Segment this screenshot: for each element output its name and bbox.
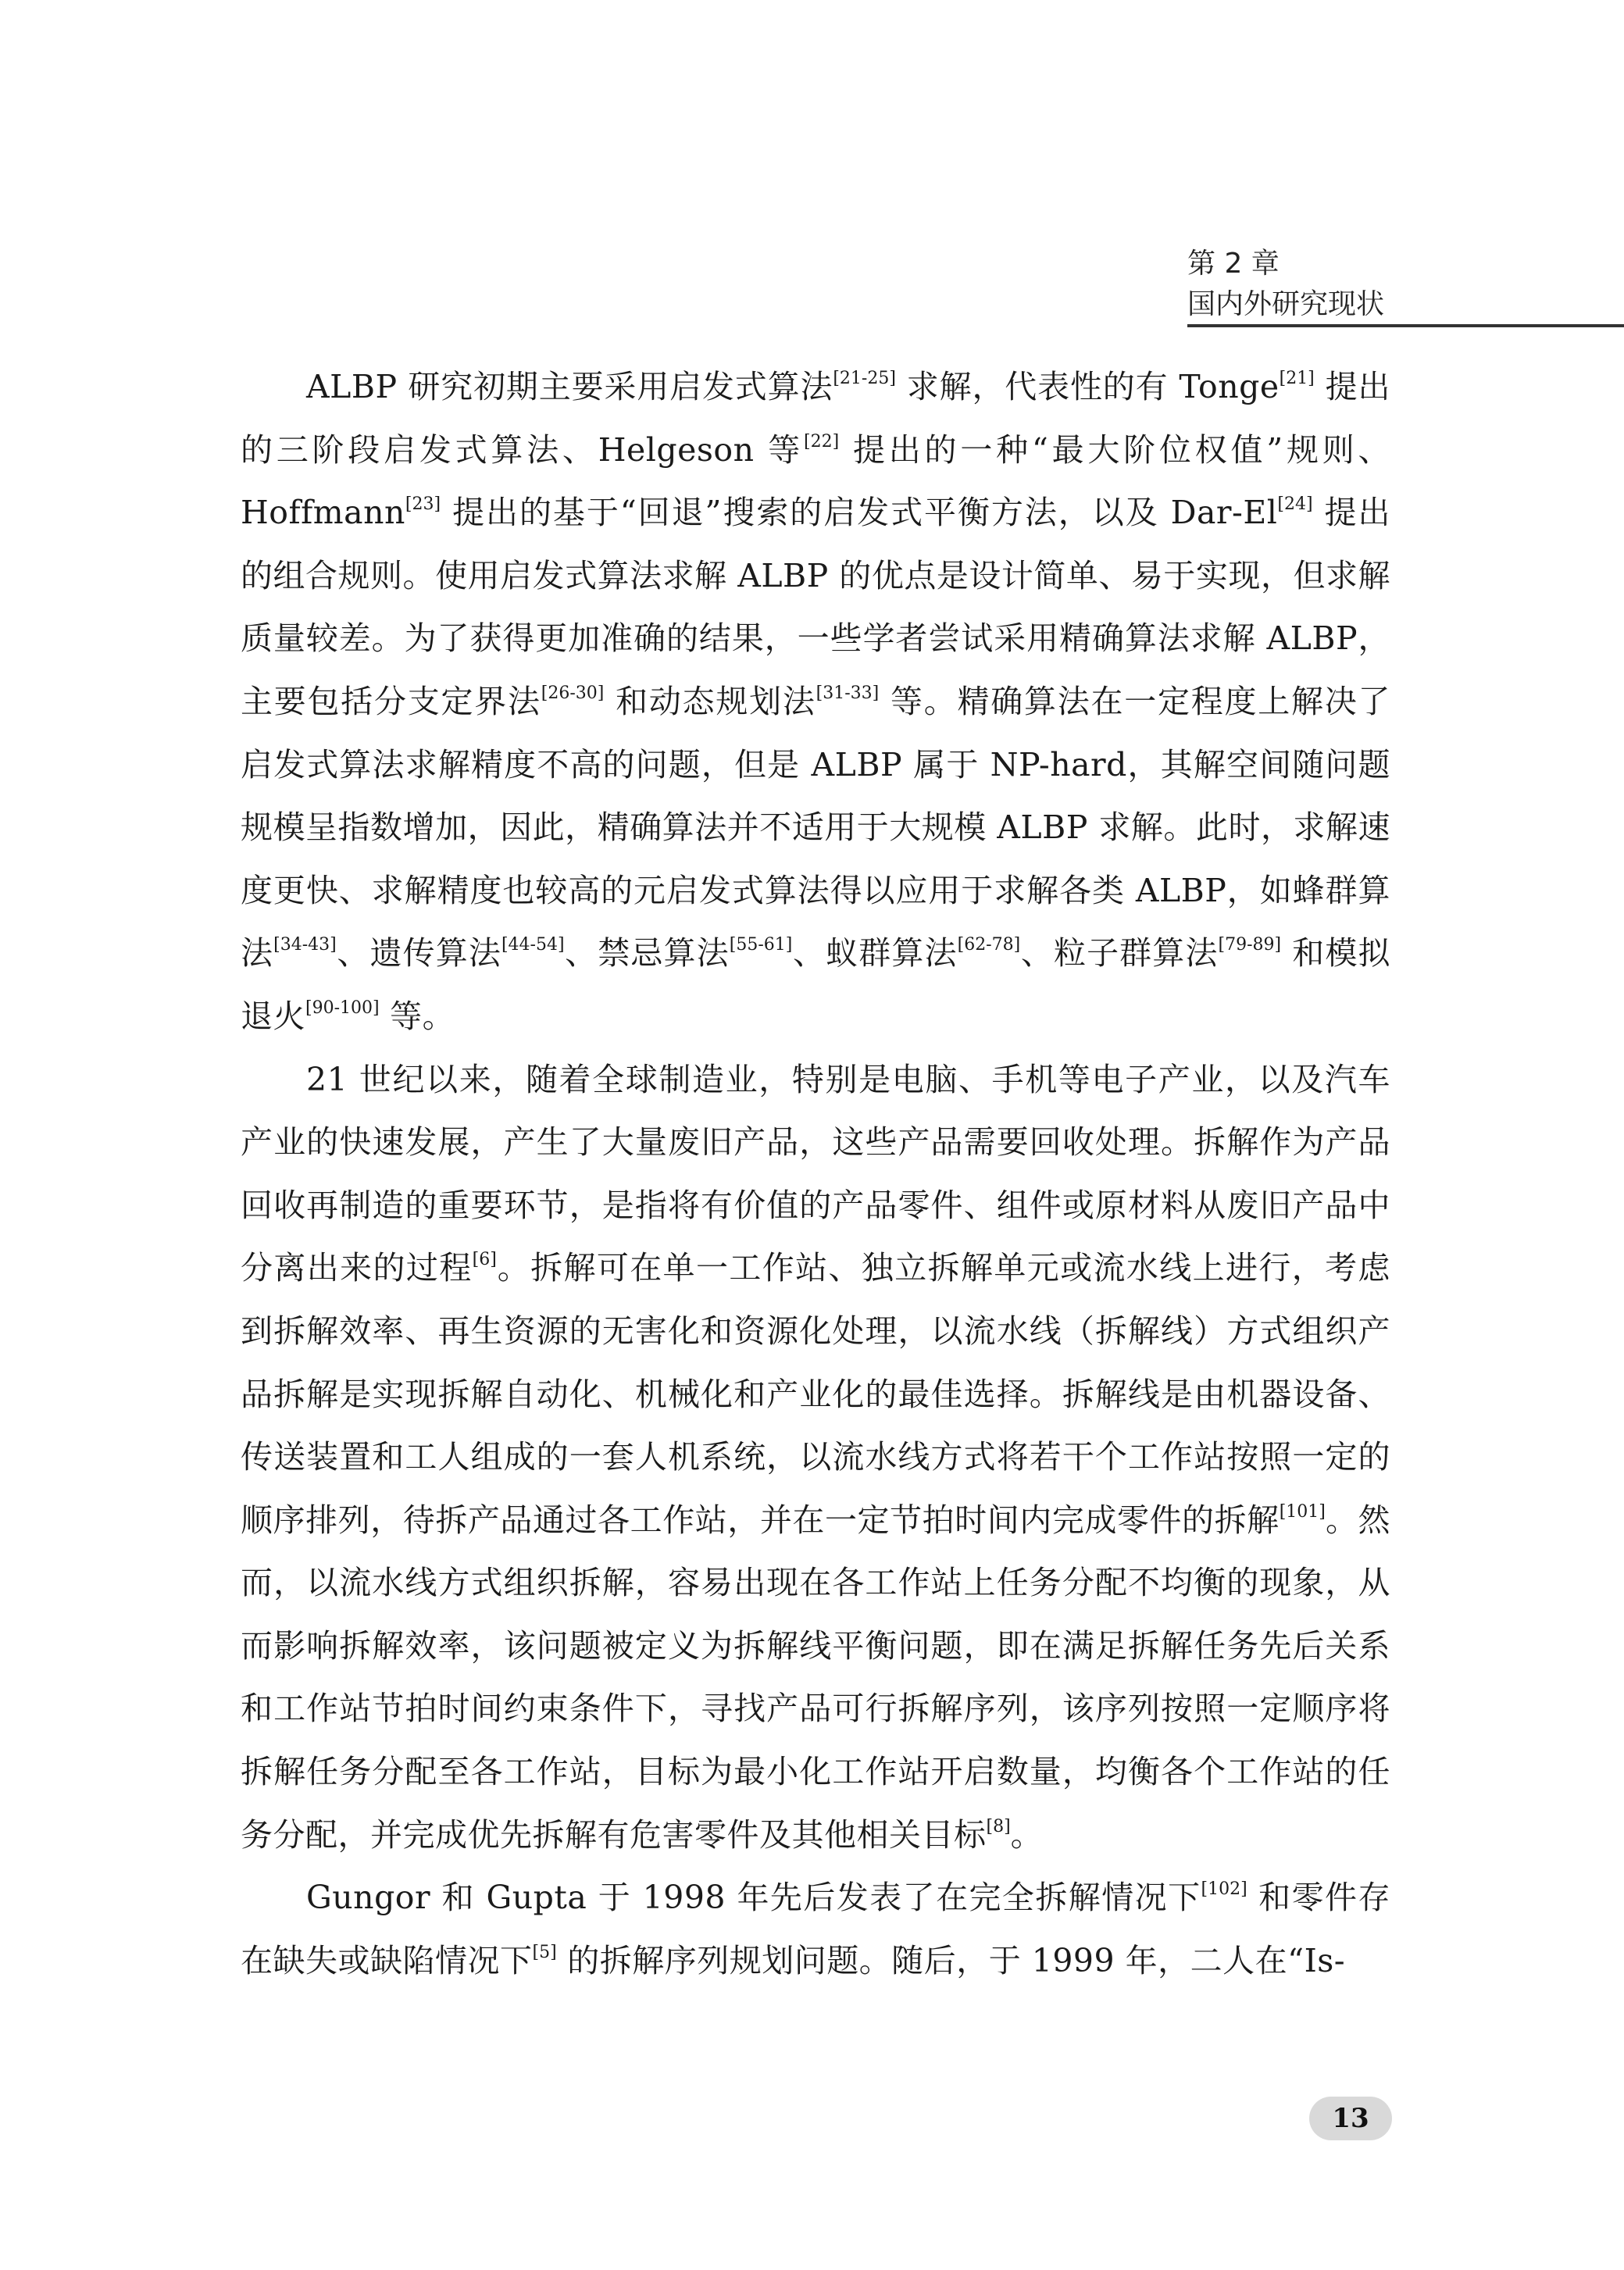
paragraph-text: 、遗传算法 (336, 934, 501, 973)
citation-ref: [101] (1279, 1501, 1326, 1522)
paragraph-text: Gungor 和 Gupta 于 1998 年先后发表了在完全拆解情况下 (306, 1879, 1201, 1917)
chapter-title: 国内外研究现状 (1187, 288, 1385, 320)
citation-ref: [55-61] (729, 935, 793, 955)
citation-ref: [26-30] (541, 683, 605, 703)
citation-ref: [102] (1201, 1879, 1247, 1900)
paragraph-text: 提出的三阶段启发式算法、Helgeson 等 (241, 368, 1390, 469)
paragraph-text: 求解，代表性的有 Tonge (895, 368, 1280, 405)
citation-ref: [90-100] (305, 998, 380, 1018)
paragraph-text: ALBP 研究初期主要采用启发式算法 (306, 368, 833, 405)
body-text (241, 355, 1390, 1992)
citation-ref: [5] (532, 1942, 557, 1962)
paragraph-text: 提出的组合规则。使用启发式算法求解 ALBP 的优点是设计简单、易于实现，但求解质量较差。为了获得更加准确的结果，一些学者尝试采用精确算法求解 ALBP，主要包括分支定界法 (241, 494, 1390, 720)
paragraph-text: 、禁忌算法 (564, 934, 730, 973)
citation-ref: [34-43] (273, 935, 337, 955)
paragraph (241, 355, 1390, 1048)
paragraph-text: 。拆解可在单一工作站、独立拆解单元或流水线上进行，考虑到拆解效率、再生资源的无害化和资源化处理，以流水线（拆解线）方式组织产品拆解是实现拆解自动化、机械化和产业化的最佳选择。拆解线是由机器设备、传送装置和工人组成的一套人机系统，以流水线方式将若干个工作站按照一定的顺序排列，待拆产品通过各工作站，并在一定节拍时间内完成零件的拆解 (241, 1249, 1390, 1539)
paragraph (241, 1048, 1390, 1867)
paragraph-text: 、粒子群算法 (1020, 934, 1219, 973)
paragraph-text: 和零件存在缺失或缺陷情况下 (241, 1879, 1390, 1979)
citation-ref: [8] (986, 1816, 1011, 1836)
paragraph-text: 。 (1010, 1815, 1044, 1854)
citation-ref: [21] (1279, 369, 1315, 388)
citation-ref: [44-54] (501, 935, 565, 955)
chapter-number: 第 2 章 (1187, 248, 1280, 280)
citation-ref: [23] (405, 494, 441, 515)
paragraph-text: 等。精确算法在一定程度上解决了启发式算法求解精度不高的问题，但是 ALBP 属于 NP-hard，其解空间随问题规模呈指数增加，因此，精确算法并不适用于大规模 ALBP 求解。此时，求解速度更快、求解精度也较高的元启发式算法得以应用于求解各类 ALBP，如蜂群算法 (241, 682, 1390, 973)
paragraph-text: 等。 (379, 997, 455, 1035)
citation-ref: [22] (804, 431, 840, 452)
citation-ref: [21-25] (833, 369, 896, 388)
citation-ref: [6] (472, 1250, 497, 1270)
citation-ref: [79-89] (1218, 935, 1282, 955)
paragraph-text: 和模拟退火 (241, 934, 1391, 1035)
paragraph-text: 、蚁群算法 (792, 934, 958, 973)
paragraph-text: 提出的一种“最大阶位权值”规则、Hoffmann (241, 430, 1390, 532)
paragraph-text: 。然而，以流水线方式组织拆解，容易出现在各工作站上任务分配不均衡的现象，从而影响拆解效率，该问题被定义为拆解线平衡问题，即在满足拆解任务先后关系和工作站节拍时间约束条件下，寻找产品可行拆解序列，该序列按照一定顺序将拆解任务分配至各工作站，目标为最小化工作站开启数量，均衡各个工作站的任务分配，并完成优先拆解有危害零件及其他相关目标 (241, 1501, 1390, 1854)
paragraph-text: 21 世纪以来，随着全球制造业，特别是电脑、手机等电子产业，以及汽车产业的快速发展，产生了大量废旧产品，这些产品需要回收处理。拆解作为产品回收再制造的重要环节，是指将有价值的产品零件、组件或原材料从废旧产品中分离出来的过程 (241, 1060, 1390, 1287)
citation-ref: [62-78] (957, 935, 1021, 955)
citation-ref: [31-33] (816, 683, 880, 703)
paragraph (241, 1866, 1390, 1992)
header-rule (1187, 324, 1624, 327)
paragraph-text: 的拆解序列规划问题。随后，于 1999 年，二人在“Is- (556, 1941, 1346, 1979)
paragraph-text: 和动态规划法 (604, 682, 816, 720)
running-header (1187, 244, 1624, 325)
page-number: 13 (1309, 2097, 1392, 2140)
paragraph-text: 提出的基于“回退”搜索的启发式平衡方法，以及 Dar-El (441, 494, 1278, 532)
citation-ref: [24] (1277, 494, 1313, 515)
